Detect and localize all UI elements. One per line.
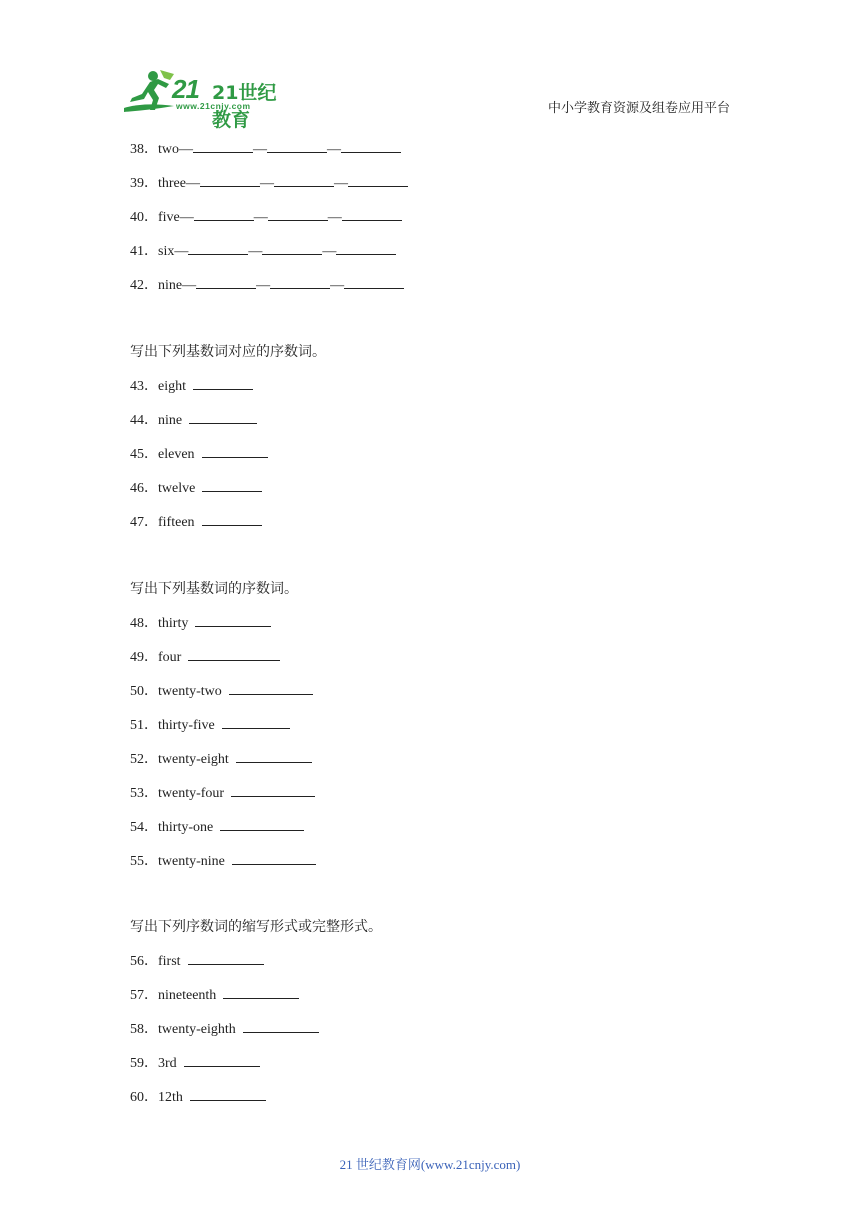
answer-blank[interactable]: [188, 240, 248, 255]
question-number: 49．: [130, 650, 158, 665]
answer-blank[interactable]: [195, 612, 271, 627]
question-word: twelve: [158, 481, 196, 496]
question-word: five—: [158, 210, 194, 225]
separator: —: [256, 278, 271, 293]
answer-blank[interactable]: [262, 240, 322, 255]
section-2-title: 写出下列基数词对应的序数词。: [130, 345, 326, 360]
site-logo[interactable]: [120, 68, 295, 131]
question-word: thirty-one: [158, 820, 214, 835]
answer-blank[interactable]: [243, 1018, 319, 1033]
question-number: 47．: [130, 515, 158, 530]
separator: —: [259, 176, 274, 191]
question-number: 56．: [130, 954, 158, 969]
question-60: [130, 1086, 266, 1106]
question-44: [130, 409, 257, 429]
question-54: [130, 816, 304, 836]
question-number: 52．: [130, 752, 158, 767]
question-49: [130, 646, 280, 666]
answer-blank[interactable]: [267, 138, 327, 153]
answer-blank[interactable]: [229, 680, 313, 695]
answer-blank[interactable]: [270, 274, 330, 289]
question-number: 39．: [130, 176, 158, 191]
question-word: nine: [158, 413, 183, 428]
separator: —: [330, 278, 345, 293]
separator: —: [327, 210, 342, 225]
question-word: twenty-nine: [158, 854, 225, 869]
question-word: fifteen: [158, 515, 195, 530]
answer-blank[interactable]: [193, 375, 253, 390]
answer-blank[interactable]: [202, 443, 268, 458]
answer-blank[interactable]: [344, 274, 404, 289]
answer-blank[interactable]: [202, 511, 262, 526]
question-word: two—: [158, 142, 193, 157]
question-40: [130, 206, 402, 226]
separator: —: [322, 244, 337, 259]
question-56: [130, 950, 264, 970]
question-50: [130, 680, 313, 700]
question-number: 43．: [130, 379, 158, 394]
section-3-title: 写出下列基数词的序数词。: [130, 582, 298, 597]
answer-blank[interactable]: [184, 1052, 260, 1067]
question-word: twenty-eighth: [158, 1022, 236, 1037]
page-footer[interactable]: 21 世纪教育网(www.21cnjy.com): [339, 1157, 521, 1172]
question-number: 40．: [130, 210, 158, 225]
question-48: [130, 612, 271, 632]
header-tagline: 中小学教育资源及组卷应用平台: [547, 100, 730, 115]
separator: —: [327, 142, 341, 157]
question-number: 41．: [130, 244, 158, 259]
question-45: [130, 443, 268, 463]
answer-blank[interactable]: [193, 138, 253, 153]
question-number: 51．: [130, 718, 158, 733]
question-number: 38．: [130, 142, 158, 157]
question-number: 42．: [130, 278, 158, 293]
logo-title: 21世纪教育: [212, 82, 277, 131]
question-word: four: [158, 650, 182, 665]
question-43: [130, 375, 253, 395]
separator: —: [253, 142, 267, 157]
answer-blank[interactable]: [194, 206, 254, 221]
question-number: 54．: [130, 820, 158, 835]
answer-blank[interactable]: [348, 172, 408, 187]
answer-blank[interactable]: [196, 274, 256, 289]
answer-blank[interactable]: [236, 748, 312, 763]
question-55: [130, 850, 316, 870]
question-word: three—: [158, 176, 200, 191]
question-word: 12th: [158, 1090, 183, 1105]
question-58: [130, 1018, 319, 1038]
question-number: 48．: [130, 616, 158, 631]
question-word: thirty: [158, 616, 189, 631]
question-39: [130, 172, 408, 192]
answer-blank[interactable]: [341, 138, 401, 153]
question-number: 60．: [130, 1090, 158, 1105]
separator: —: [333, 176, 348, 191]
answer-blank[interactable]: [268, 206, 328, 221]
logo-url: www.21cnjy.com: [176, 101, 251, 111]
page-header: [0, 0, 860, 131]
answer-blank[interactable]: [200, 172, 260, 187]
question-number: 58．: [130, 1022, 158, 1037]
question-number: 53．: [130, 786, 158, 801]
question-word: eleven: [158, 447, 195, 462]
question-number: 57．: [130, 988, 158, 1003]
question-47: [130, 511, 262, 531]
question-number: 46．: [130, 481, 158, 496]
question-word: eight: [158, 379, 186, 394]
runner-logo-icon: [120, 68, 176, 114]
question-number: 45．: [130, 447, 158, 462]
answer-blank[interactable]: [231, 782, 315, 797]
answer-blank[interactable]: [220, 816, 304, 831]
answer-blank[interactable]: [188, 646, 280, 661]
question-word: twenty-eight: [158, 752, 229, 767]
question-word: nineteenth: [158, 988, 217, 1003]
logo-number: 21: [172, 74, 199, 104]
question-53: [130, 782, 315, 802]
answer-blank[interactable]: [202, 477, 262, 492]
answer-blank[interactable]: [342, 206, 402, 221]
answer-blank[interactable]: [232, 850, 316, 865]
answer-blank[interactable]: [336, 240, 396, 255]
question-number: 44．: [130, 413, 158, 428]
question-51: [130, 714, 290, 734]
question-word: first: [158, 954, 181, 969]
answer-blank[interactable]: [188, 950, 264, 965]
question-59: [130, 1052, 260, 1072]
answer-blank[interactable]: [223, 984, 299, 999]
question-word: twenty-two: [158, 684, 222, 699]
separator: —: [248, 244, 263, 259]
question-41: [130, 240, 396, 260]
question-word: 3rd: [158, 1056, 177, 1071]
answer-blank[interactable]: [190, 1086, 266, 1101]
question-57: [130, 984, 299, 1004]
question-52: [130, 748, 312, 768]
question-number: 55．: [130, 854, 158, 869]
question-42: [130, 274, 404, 294]
question-38: [130, 138, 401, 158]
answer-blank[interactable]: [189, 409, 257, 424]
answer-blank[interactable]: [222, 714, 290, 729]
question-46: [130, 477, 262, 497]
section-4-title: 写出下列序数词的缩写形式或完整形式。: [130, 920, 382, 935]
question-number: 50．: [130, 684, 158, 699]
question-word: twenty-four: [158, 786, 225, 801]
question-word: thirty-five: [158, 718, 215, 733]
answer-blank[interactable]: [274, 172, 334, 187]
separator: —: [253, 210, 268, 225]
question-word: six—: [158, 244, 189, 259]
question-number: 59．: [130, 1056, 158, 1071]
question-word: nine—: [158, 278, 197, 293]
